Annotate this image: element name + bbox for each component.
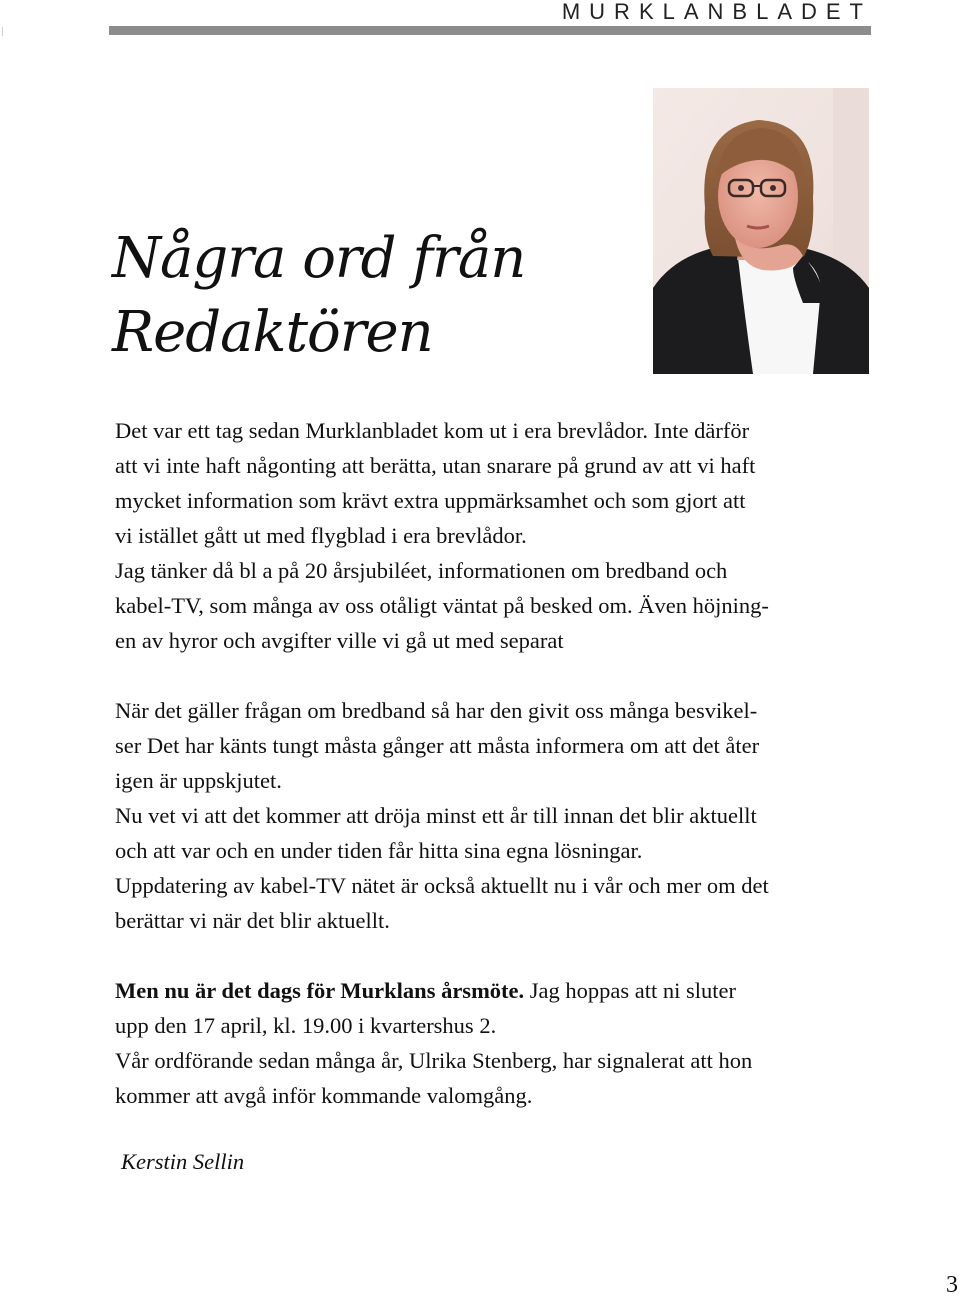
paragraph-gap	[115, 938, 865, 973]
text-line: Uppdatering av kabel-TV nätet är också aktuellt nu i vår och mer om det	[115, 873, 769, 898]
paragraph-broadband	[115, 693, 865, 798]
text-line: ser Det har känts tungt måsta gånger att måsta informera om att det åter	[115, 733, 760, 758]
text-line: Vår ordförande sedan många år, Ulrika Stenberg, har signalerat att hon	[115, 1048, 753, 1073]
meeting-announcement: Men nu är det dags för Murklans årsmöte.	[115, 978, 525, 1003]
text-line: mycket information som krävt extra uppmärksamhet och som gjort att	[115, 488, 746, 513]
title-line-1: Några ord från	[112, 226, 526, 291]
masthead: MURKLANBLADET	[561, 0, 872, 24]
text-line: att vi inte haft någonting att berätta, utan snarare på grund av att vi haft	[115, 453, 756, 478]
paragraph-intro	[115, 413, 865, 553]
editor-portrait	[653, 88, 869, 374]
paragraph-delay	[115, 798, 865, 868]
text-line: och att var och en under tiden får hitta sina egna lösningar.	[115, 838, 643, 863]
paragraph-cable-tv	[115, 868, 865, 938]
author-signature: Kerstin Sellin	[121, 1149, 245, 1174]
page-number: 3	[946, 1272, 958, 1298]
paragraph-gap	[115, 658, 865, 693]
text-line: vi istället gått ut med flygblad i era brevlådor.	[115, 523, 527, 548]
header-rule	[109, 26, 871, 35]
text-line: igen är uppskjutet.	[115, 768, 282, 793]
text-line: kabel-TV, som många av oss otåligt väntat på besked om. Även höjning-	[115, 593, 769, 618]
page-title	[112, 222, 525, 370]
text-line: Nu vet vi att det kommer att dröja minst ett år till innan det blir aktuellt	[115, 803, 757, 828]
text-line: Jag hoppas att ni sluter	[524, 978, 737, 1003]
text-line: en av hyror och avgifter ville vi gå ut med separat	[115, 628, 564, 653]
text-line: kommer att avgå inför kommande valomgång.	[115, 1083, 533, 1108]
paragraph-annual-meeting	[115, 973, 865, 1043]
text-line: berättar vi när det blir aktuellt.	[115, 908, 390, 933]
text-line: Jag tänker då bl a på 20 årsjubiléet, informationen om bredband och	[115, 558, 728, 583]
title-line-2: Redaktören	[112, 300, 433, 365]
article-body	[115, 413, 865, 1113]
margin-mark	[2, 27, 3, 36]
paragraph-jubilee	[115, 553, 865, 658]
text-line: När det gäller frågan om bredband så har den givit oss många besvikel-	[115, 698, 758, 723]
text-line: upp den 17 april, kl. 19.00 i kvartershus 2.	[115, 1013, 497, 1038]
paragraph-chairperson	[115, 1043, 865, 1113]
text-line: Det var ett tag sedan Murklanbladet kom ut i era brevlådor. Inte därför	[115, 418, 750, 443]
